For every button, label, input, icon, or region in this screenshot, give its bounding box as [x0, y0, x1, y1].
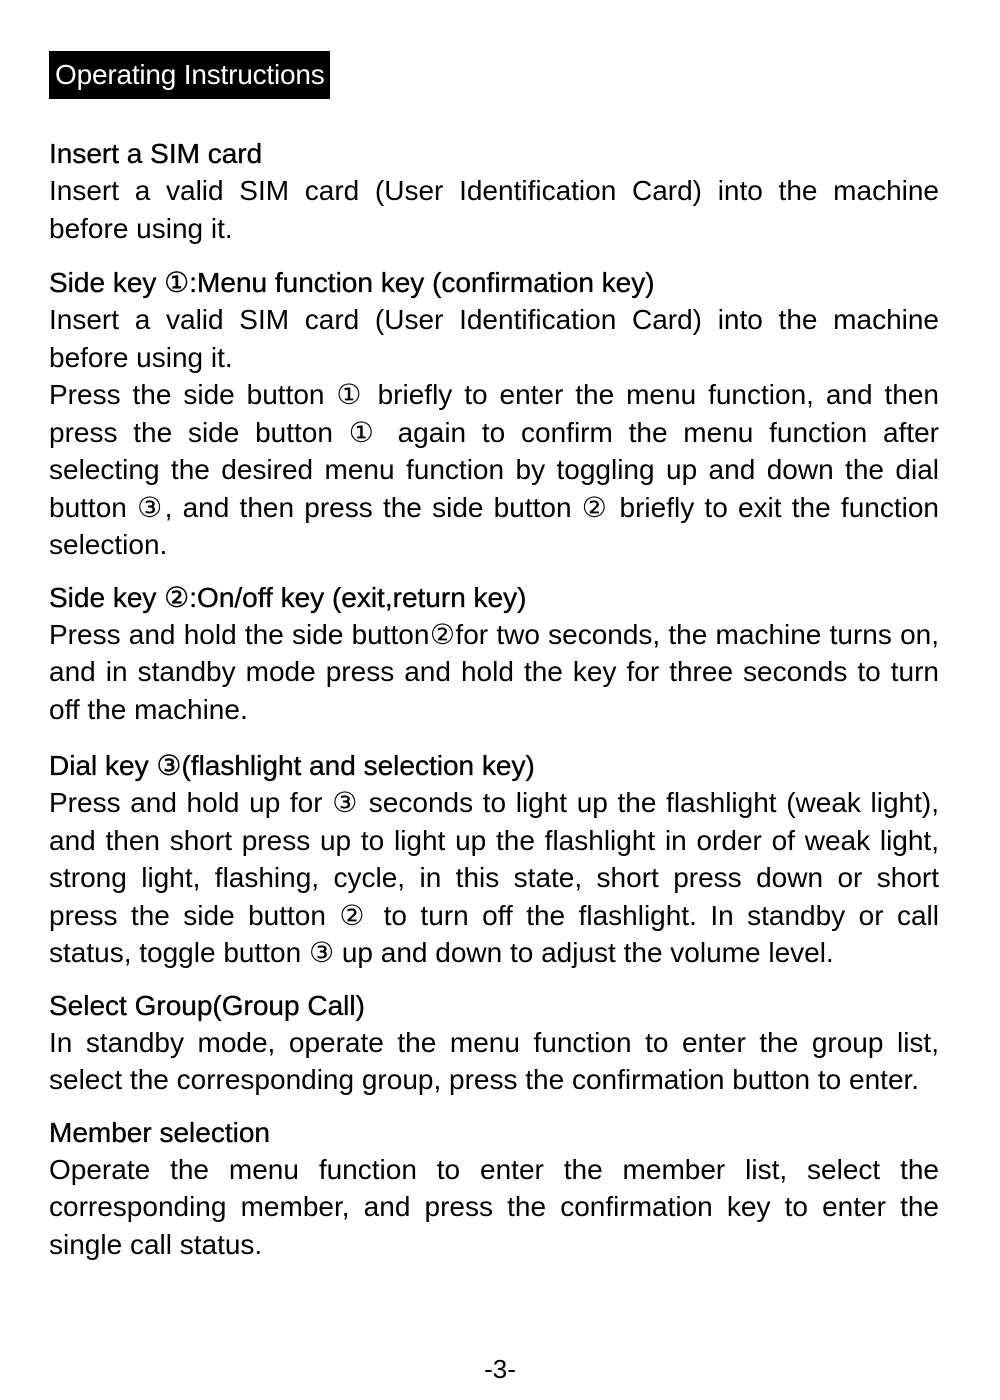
section-member-selection: [49, 1115, 939, 1264]
section-dial-key-3: [49, 748, 939, 972]
section-heading: Insert a SIM card: [49, 138, 263, 169]
page-number: -3-: [484, 1354, 516, 1384]
section-heading: Select Group(Group Call): [49, 989, 365, 1021]
manual-page: [49, 51, 939, 1263]
section-heading: Side key ②:On/off key (exit,return key): [49, 581, 527, 613]
section-paragraph: Press the side button ① briefly to enter the menu function, and then press the side button ① again to confirm the menu function after selecting the desired menu function by toggling up and down the dial button ③, and then press the side button ② briefly to exit the function selection.: [49, 379, 939, 560]
section-side-key-1: [49, 265, 939, 564]
section-paragraph: Press and hold up for ③ seconds to light up the flashlight (weak light), and then short press up to light up the flashlight in order of weak light, strong light, flashing, cycle, in this state, short press down or short press the side button ② to turn off the flashlight. In standby or call status, toggle button ③ up and down to adjust the volume level.: [49, 787, 939, 968]
section-heading: Side key ①:Menu function key (confirmation key): [49, 267, 655, 298]
section-paragraph: Operate the menu function to enter the member list, select the corresponding member, and press the confirmation key to enter the single call status.: [49, 1153, 939, 1260]
section-heading: Member selection: [49, 1116, 270, 1148]
section-heading: Dial key ③(flashlight and selection key): [49, 750, 535, 781]
section-paragraph: Insert a valid SIM card (User Identification Card) into the machine before using it.: [49, 304, 939, 373]
page-title: Operating Instructions: [49, 51, 330, 99]
section-paragraph: Insert a valid SIM card (User Identification Card) into the machine before using it.: [49, 175, 939, 244]
section-side-key-2: [49, 580, 939, 729]
section-paragraph: Press and hold the side button②for two seconds, the machine turns on, and in standby mode press and hold the key for three seconds to turn off the machine.: [49, 618, 939, 725]
section-paragraph: In standby mode, operate the menu function to enter the group list, select the corresponding group, press the confirmation button to enter.: [49, 1026, 939, 1095]
section-insert-sim: [49, 136, 939, 247]
section-select-group: [49, 988, 939, 1099]
